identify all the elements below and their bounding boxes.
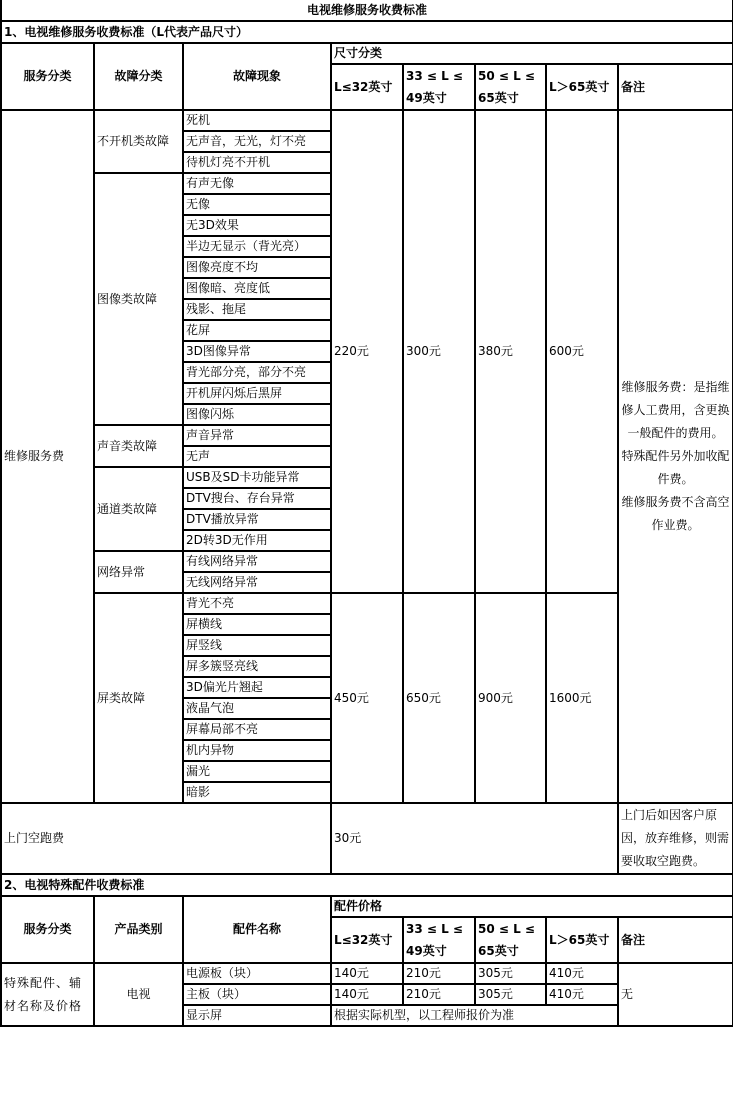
symptom: 屏横线	[183, 614, 331, 635]
part-price: 140元	[331, 984, 403, 1005]
part-service-category: 特殊配件、辅材名称及价格	[1, 963, 94, 1026]
part-product: 电视	[94, 963, 183, 1026]
symptom: 暗影	[183, 782, 331, 803]
symptom: 声音异常	[183, 425, 331, 446]
symptom: 背光不亮	[183, 593, 331, 614]
header2-part-price: 配件价格	[331, 896, 733, 917]
section2-heading: 2、电视特殊配件收费标准	[1, 874, 733, 896]
symptom: 半边无显示（背光亮）	[183, 236, 331, 257]
header2-size-2: 33 ≤ L ≤ 49英寸	[403, 917, 475, 963]
symptom: 3D图像异常	[183, 341, 331, 362]
part-price: 210元	[403, 963, 475, 984]
fault-group-screen: 屏类故障	[94, 593, 183, 803]
symptom: 液晶气泡	[183, 698, 331, 719]
empty-trip-price: 30元	[331, 803, 618, 874]
part-price: 410元	[546, 963, 618, 984]
symptom: 残影、拖尾	[183, 299, 331, 320]
symptom: 花屏	[183, 320, 331, 341]
part-name: 显示屏	[183, 1005, 331, 1026]
price-general-4: 600元	[546, 110, 618, 593]
header-remarks: 备注	[618, 64, 733, 110]
part-price: 140元	[331, 963, 403, 984]
header-service-category: 服务分类	[1, 43, 94, 110]
symptom: 漏光	[183, 761, 331, 782]
header-size-3: 50 ≤ L ≤ 65英寸	[475, 64, 546, 110]
part-price-note: 根据实际机型，以工程师报价为准	[331, 1005, 618, 1026]
symptom: 无3D效果	[183, 215, 331, 236]
price-general-2: 300元	[403, 110, 475, 593]
service-category-cell: 维修服务费	[1, 110, 94, 803]
symptom: 死机	[183, 110, 331, 131]
part-name: 主板（块）	[183, 984, 331, 1005]
service-note-line: 维修服务费不含高空作业费。	[621, 495, 730, 532]
price-screen-3: 900元	[475, 593, 546, 803]
header2-service-category: 服务分类	[1, 896, 94, 963]
symptom: 图像闪烁	[183, 404, 331, 425]
fault-group-image: 图像类故障	[94, 173, 183, 425]
header-size-category: 尺寸分类	[331, 43, 733, 64]
symptom: USB及SD卡功能异常	[183, 467, 331, 488]
section1-heading: 1、电视维修服务收费标准（L代表产品尺寸）	[1, 21, 733, 43]
header-fault-category: 故障分类	[94, 43, 183, 110]
symptom: 屏多簇竖亮线	[183, 656, 331, 677]
price-screen-2: 650元	[403, 593, 475, 803]
symptom: 有声无像	[183, 173, 331, 194]
symptom: 3D偏光片翘起	[183, 677, 331, 698]
header-size-1: L≤32英寸	[331, 64, 403, 110]
symptom: 无线网络异常	[183, 572, 331, 593]
empty-trip-note: 上门后如因客户原因，放弃维修，则需要收取空跑费。	[618, 803, 733, 874]
fault-group-channel: 通道类故障	[94, 467, 183, 551]
symptom: 无声音，无光，灯不亮	[183, 131, 331, 152]
page-title: 电视维修服务收费标准	[1, 0, 733, 21]
header-size-2: 33 ≤ L ≤ 49英寸	[403, 64, 475, 110]
part-price: 305元	[475, 963, 546, 984]
symptom: DTV播放异常	[183, 509, 331, 530]
price-screen-4: 1600元	[546, 593, 618, 803]
part-name: 电源板（块）	[183, 963, 331, 984]
service-note-line: 维修服务费：是指维修人工费用，含更换一般配件的费用。	[621, 380, 730, 440]
symptom: 开机屏闪烁后黑屏	[183, 383, 331, 404]
symptom: 背光部分亮，部分不亮	[183, 362, 331, 383]
symptom: 机内异物	[183, 740, 331, 761]
service-note	[618, 110, 733, 803]
symptom: 有线网络异常	[183, 551, 331, 572]
symptom: 图像亮度不均	[183, 257, 331, 278]
fault-group-sound: 声音类故障	[94, 425, 183, 467]
symptom: 待机灯亮不开机	[183, 152, 331, 173]
symptom: 屏竖线	[183, 635, 331, 656]
symptom: 2D转3D无作用	[183, 530, 331, 551]
price-general-3: 380元	[475, 110, 546, 593]
fault-group-network: 网络异常	[94, 551, 183, 593]
part-price: 410元	[546, 984, 618, 1005]
part-remarks: 无	[618, 963, 733, 1026]
header2-size-4: L＞65英寸	[546, 917, 618, 963]
symptom: 无像	[183, 194, 331, 215]
empty-trip-label: 上门空跑费	[1, 803, 331, 874]
symptom: DTV搜台、存台异常	[183, 488, 331, 509]
header2-part-name: 配件名称	[183, 896, 331, 963]
header-fault-symptom: 故障现象	[183, 43, 331, 110]
header-size-4: L＞65英寸	[546, 64, 618, 110]
price-screen-1: 450元	[331, 593, 403, 803]
part-price: 305元	[475, 984, 546, 1005]
header2-size-1: L≤32英寸	[331, 917, 403, 963]
fault-group-no-power: 不开机类故障	[94, 110, 183, 173]
header2-size-3: 50 ≤ L ≤ 65英寸	[475, 917, 546, 963]
service-note-line: 特殊配件另外加收配件费。	[621, 449, 730, 486]
part-price: 210元	[403, 984, 475, 1005]
header2-remarks: 备注	[618, 917, 733, 963]
symptom: 屏幕局部不亮	[183, 719, 331, 740]
symptom: 无声	[183, 446, 331, 467]
header2-product-category: 产品类别	[94, 896, 183, 963]
symptom: 图像暗、亮度低	[183, 278, 331, 299]
price-general-1: 220元	[331, 110, 403, 593]
